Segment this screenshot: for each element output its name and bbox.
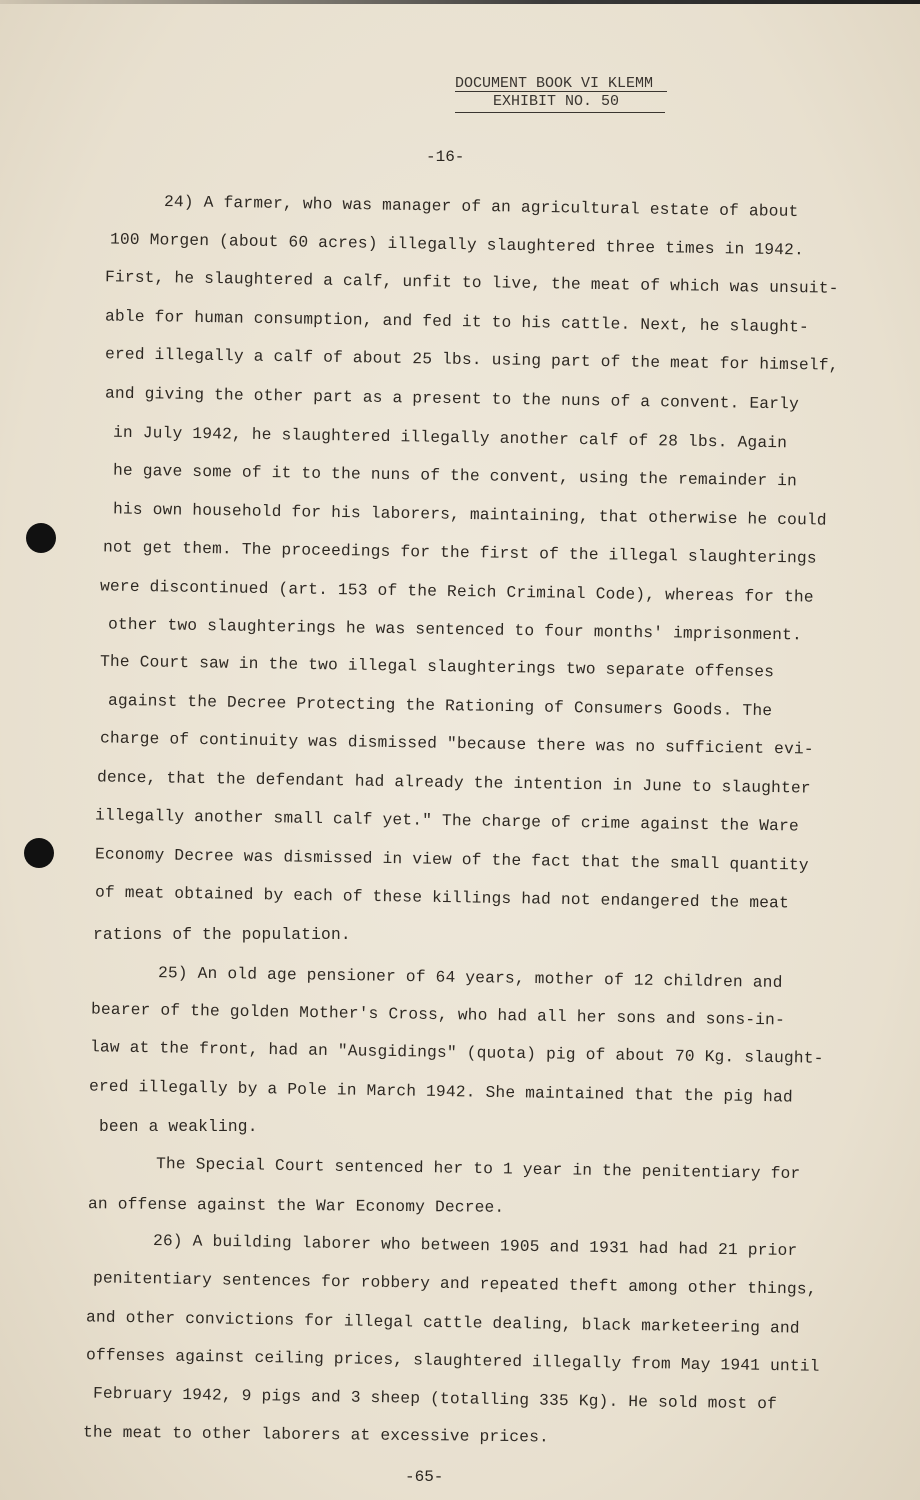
header-underline-2	[455, 112, 665, 113]
text-line: 100 Morgen (about 60 acres) illegally slaughtered three times in 1942.	[109, 230, 805, 260]
text-line: The Special Court sentenced her to 1 year in the penitentiary for	[155, 1154, 801, 1184]
exhibit-header	[455, 74, 670, 113]
text-line: law at the front, had an "Ausgidings" (quota) pig of about 70 Kg. slaught-	[89, 1038, 824, 1068]
text-line: his own household for his laborers, maintaining, that otherwise he could	[112, 500, 827, 530]
text-line: The Court saw in the two illegal slaughterings two separate offenses	[99, 652, 775, 682]
text-line: other two slaughterings he was sentenced to four months' imprisonment.	[107, 615, 803, 645]
text-line: the meat to other laborers at excessive prices.	[82, 1423, 550, 1447]
document-book-label: DOCUMENT BOOK VI KLEMM	[455, 75, 654, 92]
text-line: an offense against the War Economy Decree.	[87, 1195, 505, 1217]
text-line: illegally another small calf yet." The charge of crime against the Ware	[94, 806, 800, 836]
text-line: Economy Decree was dismissed in view of the fact that the small quantity	[94, 845, 809, 875]
text-line: were discontinued (art. 153 of the Reich Criminal Code), whereas for the	[99, 577, 814, 607]
text-line: 24) A farmer, who was manager of an agricultural estate of about	[163, 193, 799, 221]
text-line: been a weakling.	[99, 1118, 258, 1136]
text-line: ered illegally a calf of about 25 lbs. using part of the meat for himself,	[104, 345, 839, 375]
text-line: penitentiary sentences for robbery and repeated theft among other things,	[92, 1269, 817, 1299]
punch-hole-lower	[24, 838, 54, 868]
text-line: and giving the other part as a present to the nuns of a convent. Early	[104, 384, 800, 414]
text-line: 25) An old age pensioner of 64 years, mother of 12 children and	[157, 964, 783, 992]
page-number-bottom: -65-	[405, 1468, 444, 1486]
text-line: he gave some of it to the nuns of the convent, using the remainder in	[112, 461, 798, 491]
text-line: dence, that the defendant had already the intention in June to slaughter	[96, 768, 811, 798]
text-line: and other convictions for illegal cattle dealing, black marketeering and	[85, 1308, 800, 1338]
text-line: bearer of the golden Mother's Cross, who had all her sons and sons-in-	[90, 1000, 786, 1030]
text-line: of meat obtained by each of these killings had not endangered the meat	[94, 883, 790, 913]
punch-hole-upper	[26, 523, 56, 553]
text-line: not get them. The proceedings for the first of the illegal slaughterings	[102, 538, 817, 568]
text-line: able for human consumption, and fed it to his cattle. Next, he slaught-	[104, 307, 810, 337]
text-line: rations of the population.	[93, 926, 351, 944]
page-top-edge	[0, 0, 920, 4]
text-line: First, he slaughtered a calf, unfit to live, the meat of which was unsuit-	[104, 268, 839, 298]
text-line: February 1942, 9 pigs and 3 sheep (totalling 335 Kg). He sold most of	[92, 1384, 778, 1414]
text-line: in July 1942, he slaughtered illegally another calf of 28 lbs. Again	[112, 423, 788, 453]
exhibit-number-label: EXHIBIT NO. 50	[493, 93, 620, 110]
text-line: ered illegally by a Pole in March 1942. She maintained that the pig had	[88, 1077, 794, 1107]
page-number-top: -16-	[426, 148, 465, 166]
text-line: charge of continuity was dismissed "because there was no sufficient evi-	[99, 729, 814, 759]
text-line: offenses against ceiling prices, slaughtered illegally from May 1941 until	[85, 1346, 820, 1376]
text-line: 26) A building laborer who between 1905 and 1931 had had 21 prior	[152, 1231, 798, 1261]
text-line: against the Decree Protecting the Rationing of Consumers Goods. The	[107, 691, 773, 721]
